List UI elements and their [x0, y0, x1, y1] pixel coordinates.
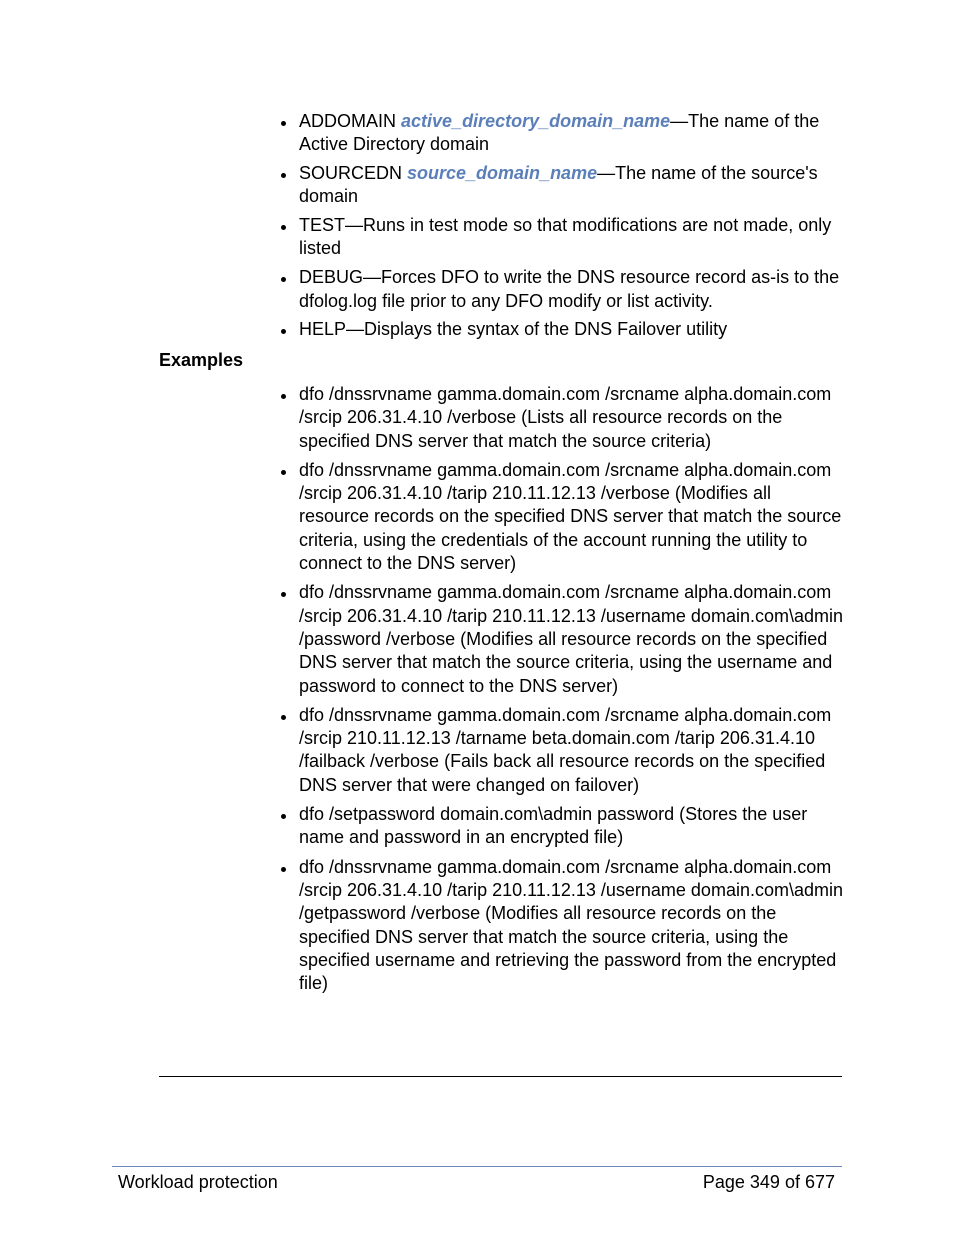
footer-divider: [112, 1166, 842, 1167]
example-item: dfo /dnssrvname gamma.domain.com /srcname alpha.domain.com /srcip 206.31.4.10 /tarip 210.11.12.13 /username domain.com\admin /getpassword /verbose (Modifies all resource records on the specified DNS server that match the source criteria, using the specified username and retrieving the password from the encrypted file): [277, 856, 843, 996]
param-prefix: HELP—Displays the syntax of the DNS Failover utility: [299, 319, 728, 340]
examples-heading: Examples: [159, 350, 244, 370]
param-prefix: ADDOMAIN: [299, 111, 402, 131]
list-item: [277, 162, 843, 209]
parameter-list: [277, 110, 843, 347]
section-end-divider: [159, 1076, 842, 1077]
param-description: —The name of the source's domain: [299, 163, 818, 207]
list-item: [277, 110, 843, 157]
example-item: dfo /dnssrvname gamma.domain.com /srcname alpha.domain.com /srcip 206.31.4.10 /verbose (Lists all resource records on the specified DNS server that match the source criteria): [277, 383, 843, 453]
param-description: —The name of the Active Directory domain: [299, 111, 820, 155]
example-item: dfo /dnssrvname gamma.domain.com /srcname alpha.domain.com /srcip 206.31.4.10 /tarip 210.11.12.13 /verbose (Modifies all resource records on the specified DNS server that match the source criteria, using the credentials of the account running the utility to connect to the DNS server): [277, 459, 843, 575]
param-placeholder: active_directory_domain_name: [401, 111, 671, 131]
example-item: dfo /dnssrvname gamma.domain.com /srcname alpha.domain.com /srcip 210.11.12.13 /tarname beta.domain.com /tarip 206.31.4.10 /failback /verbose (Fails back all resource records on the specified DNS server that were changed on failover): [277, 704, 843, 797]
param-placeholder: source_domain_name: [407, 163, 598, 184]
example-item: dfo /setpassword domain.com\admin password (Stores the user name and password in an encrypted file): [277, 803, 843, 850]
footer-page-number: Page 349 of 677: [702, 1172, 835, 1192]
examples-list: [277, 383, 843, 1001]
param-prefix: SOURCEDN: [299, 163, 408, 184]
list-item: [277, 318, 843, 341]
list-item: [277, 266, 843, 313]
footer-section-title: Workload protection: [118, 1172, 278, 1192]
list-item: [277, 214, 843, 261]
param-prefix: DEBUG—Forces DFO to write the DNS resource record as-is to the dfolog.log file prior to any DFO modify or list activity.: [299, 267, 840, 311]
param-prefix: TEST—Runs in test mode so that modifications are not made, only listed: [299, 215, 832, 259]
example-item: dfo /dnssrvname gamma.domain.com /srcname alpha.domain.com /srcip 206.31.4.10 /tarip 210.11.12.13 /username domain.com\admin /password /verbose (Modifies all resource records on the specified DNS server that match the source criteria, using the username and password to connect to the DNS server): [277, 581, 843, 697]
